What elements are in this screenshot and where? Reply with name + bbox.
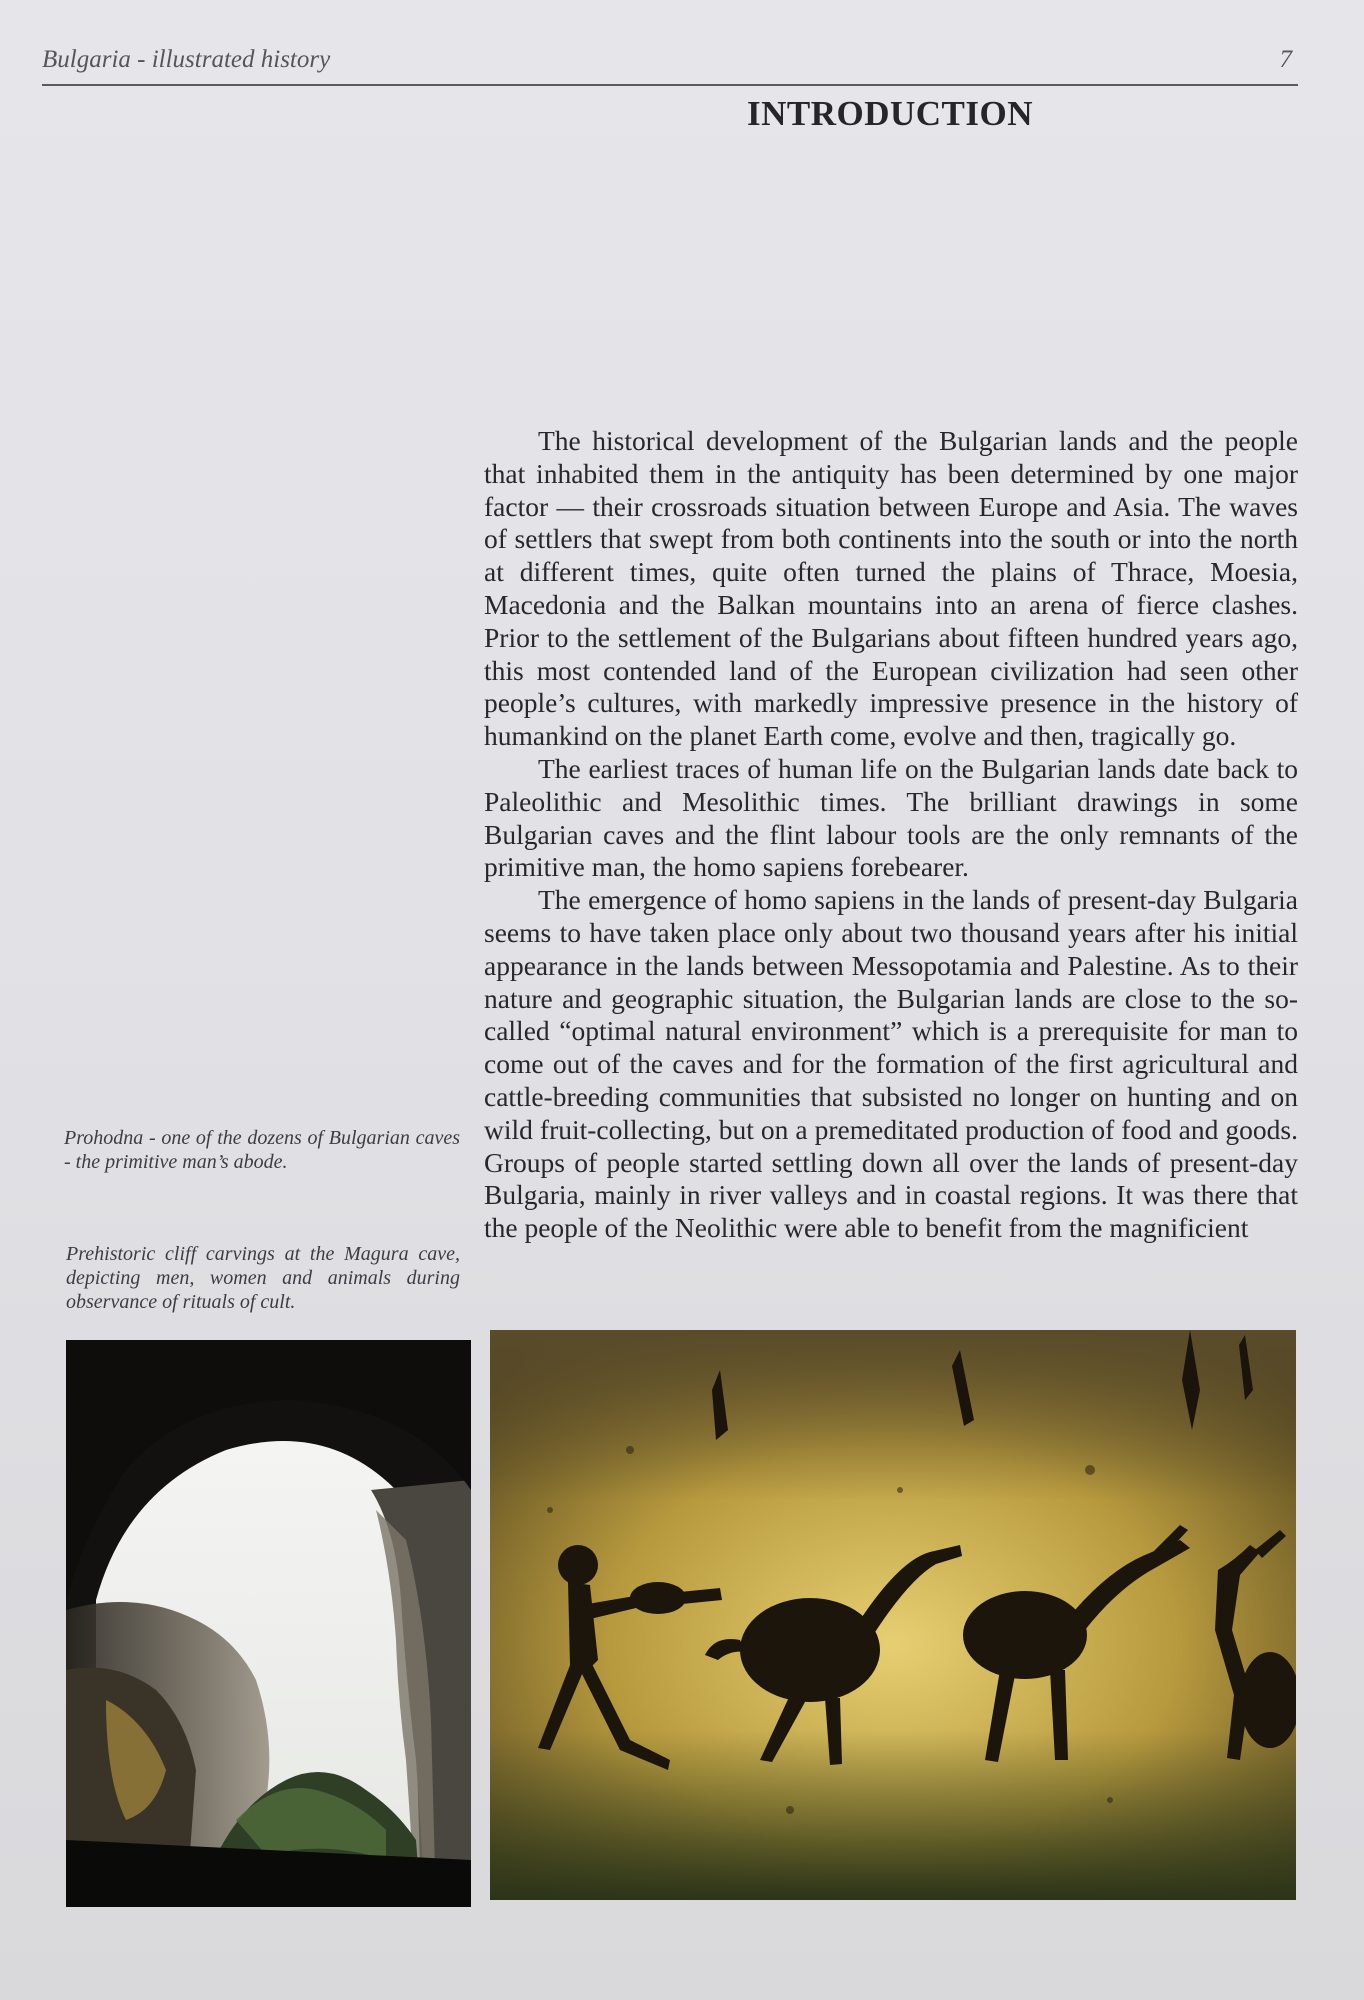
caption-magura: Prehistoric cliff carvings at the Magura cave, depicting men, women and animals during observance of rituals of cult.	[66, 1243, 460, 1313]
cave-painting-photo	[490, 1330, 1296, 1900]
running-head	[42, 44, 1298, 86]
page-number: 7	[1279, 46, 1292, 73]
section-title: INTRODUCTION	[746, 94, 1034, 133]
paragraph: The emergence of homo sapiens in the lands of present-day Bulgaria seems to have taken place only about two thousand years after his initial appearance in the lands between Messopotamia and Palestine. As to their nature and geographic situation, the Bulgarian lands are close to the so-called “optimal natural environment” which is a prerequisite for man to come out of the caves and for the formation of the first agricultural and cattle-breeding communities that subsisted no longer on hunting and on wild fruit-collecting, but on a premeditated production of food and goods. Groups of people started settling down all over the lands of present-day Bulgaria, mainly in river valleys and in coastal regions. It was there that the people of the Neolithic were able to benefit from the magnificient	[484, 884, 1298, 1244]
book-title: Bulgaria - illustrated history	[42, 46, 331, 73]
cave-arch-photo	[66, 1340, 471, 1907]
paragraph: The historical development of the Bulgarian lands and the people that inhabited them in the antiquity has been determined by one major factor — their crossroads situation between Europe and Asia. The waves of settlers that swept from both continents into the south or into the north at different times, quite often turned the plains of Thrace, Moesia, Macedonia and the Balkan mountains into an arena of fierce clashes. Prior to the settlement of the Bulgarians about fifteen hundred years ago, this most contended land of the European civilization had seen other people’s cultures, with markedly impressive presence in the history of humankind on the planet Earth come, evolve and then, tragically go.	[484, 425, 1298, 752]
body-text	[484, 425, 1298, 1245]
paragraph: The earliest traces of human life on the Bulgarian lands date back to Paleolithic and Mesolithic times. The brilliant drawings in some Bulgarian caves and the flint labour tools are the only remnants of the primitive man, the homo sapiens forebearer.	[484, 752, 1298, 883]
caption-prohodna: Prohodna - one of the dozens of Bulgarian caves - the primitive man’s abode.	[64, 1127, 460, 1173]
